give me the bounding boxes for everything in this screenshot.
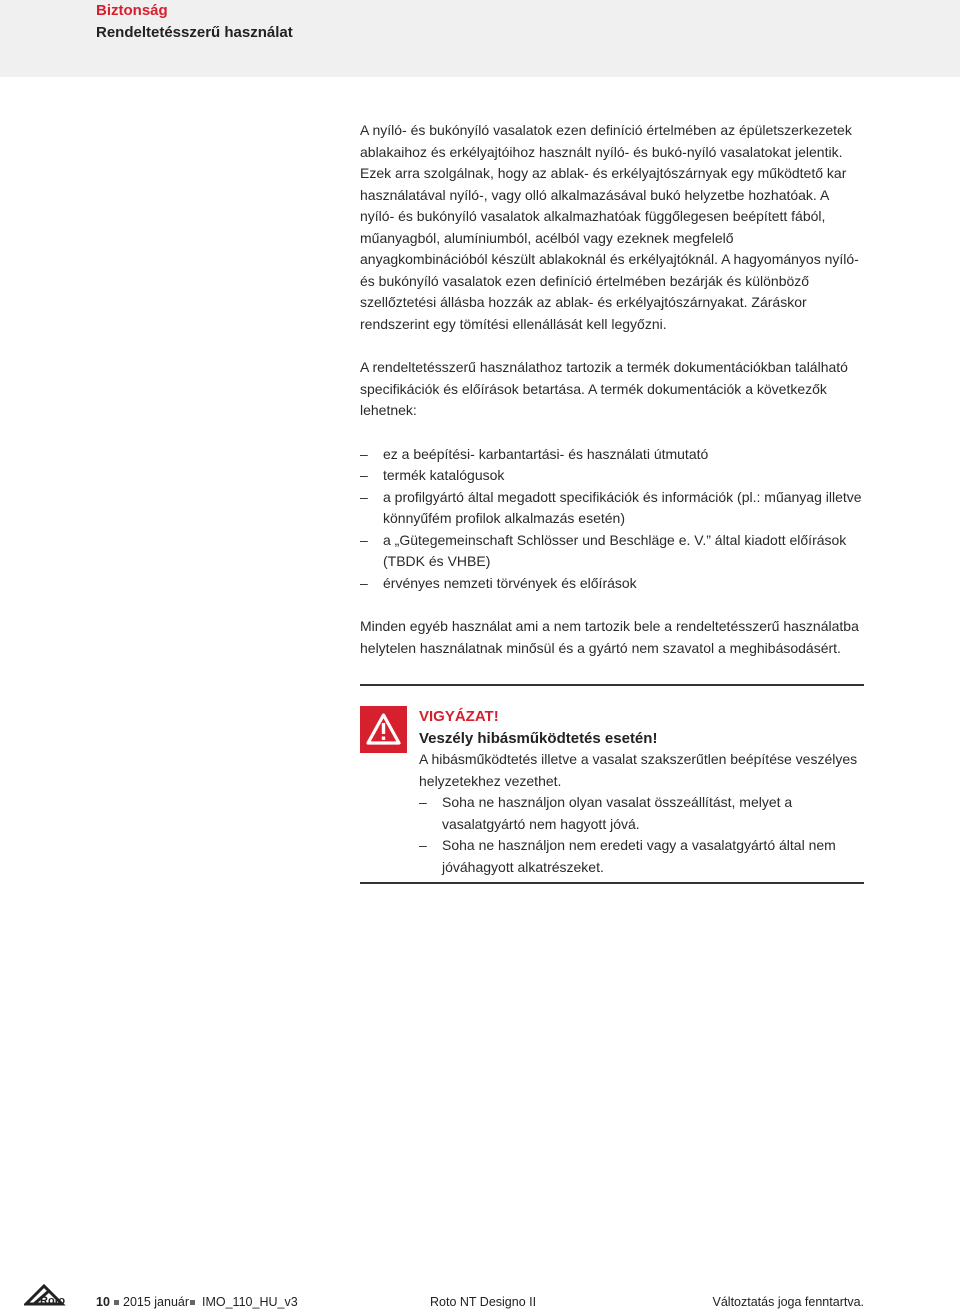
main-content: [360, 120, 865, 659]
list-item: – termék katalógusok: [360, 465, 865, 487]
page-footer: [0, 1284, 960, 1310]
warning-text: A hibásműködtetés illetve a vasalat szakszerűtlen beépítése veszélyes helyzetekhez vezethet.: [419, 751, 858, 789]
list-item: – ez a beépítési- karbantartási- és használati útmutató: [360, 444, 865, 466]
footer-date: 2015 január: [123, 1295, 190, 1309]
documentation-list: [360, 444, 865, 595]
paragraph-documentation: A rendeltetésszerű használathoz tartozik a termék dokumentációkban található specifikációk és előírások betartása. A termék dokumentációk a következők lehetnek:: [360, 359, 848, 418]
warning-list: [419, 792, 864, 878]
warning-content: [419, 706, 864, 878]
list-item: – a profilgyártó által megadott specifikációk és információk (pl.: műanyag illetve könnyűfém profilok alkalmazás esetén): [360, 487, 865, 530]
footer-product: Roto NT Designo II: [430, 1295, 537, 1309]
list-item: – érvényes nemzeti törvények és előírások: [360, 573, 865, 595]
list-item: – Soha ne használjon olyan vasalat összeállítást, melyet a vasalatgyártó nem hagyott jóvá.: [419, 792, 864, 835]
footer-doc-id: IMO_110_HU_v3: [202, 1295, 298, 1309]
paragraph-definition: A nyíló- és bukónyíló vasalatok ezen definíció értelmében az épületszerkezetek ablakaihoz és erkélyajtóihoz használt nyíló- és bukó-nyíló vasalatokat jelentik. Ezek arra szolgálnak, hogy az ablak- és erkélyajtószárnyak egy működtető kar használatával nyíló-, vagy olló alkalmazásával bukó helyzetbe hozhatóak. A nyíló- és bukónyíló vasalatok alkalmazhatóak függőlegesen beépített fából, műanyagból, alumíniumból, acélból vagy ezeknek megfelelő anyagkombinációból készült ablakoknál és erkélyajtóknál. A hagyományos nyíló- és bukónyíló vasalatok ezen definíció értelmében bezárják és különböző szellőztetési állásba hozzák az ablak- és erkélyajtószárnyakat. Záráskor rendszerint egy tömítési ellenállását kell legyőzni.: [360, 122, 859, 332]
warning-title: VIGYÁZAT!: [419, 708, 499, 725]
roto-logo: [24, 1278, 82, 1308]
svg-text:Roto: Roto: [40, 1295, 66, 1307]
section-category: Biztonság: [96, 2, 168, 19]
section-title: Rendeltetésszerű használat: [96, 24, 293, 41]
warning-subtitle: Veszély hibásműködtetés esetén!: [419, 729, 658, 747]
warning-box: [360, 684, 864, 884]
list-item: – a „Gütegemeinschaft Schlösser und Beschläge e. V.” által kiadott előírások (TBDK és VHBE): [360, 530, 865, 573]
paragraph-misuse: Minden egyéb használat ami a nem tartozik bele a rendeltetésszerű használatba helytelen használatnak minősül és a gyártó nem szavatol a meghibásodásért.: [360, 618, 859, 656]
separator-square: [114, 1300, 119, 1305]
warning-triangle-icon: [360, 706, 407, 753]
footer-rights: Változtatás joga fenntartva.: [712, 1295, 864, 1309]
list-item: – Soha ne használjon nem eredeti vagy a vasalatgyártó által nem jóváhagyott alkatrészeket.: [419, 835, 864, 878]
page-header: [0, 0, 960, 77]
page-number: 10: [96, 1295, 110, 1309]
separator-square: [190, 1300, 195, 1305]
